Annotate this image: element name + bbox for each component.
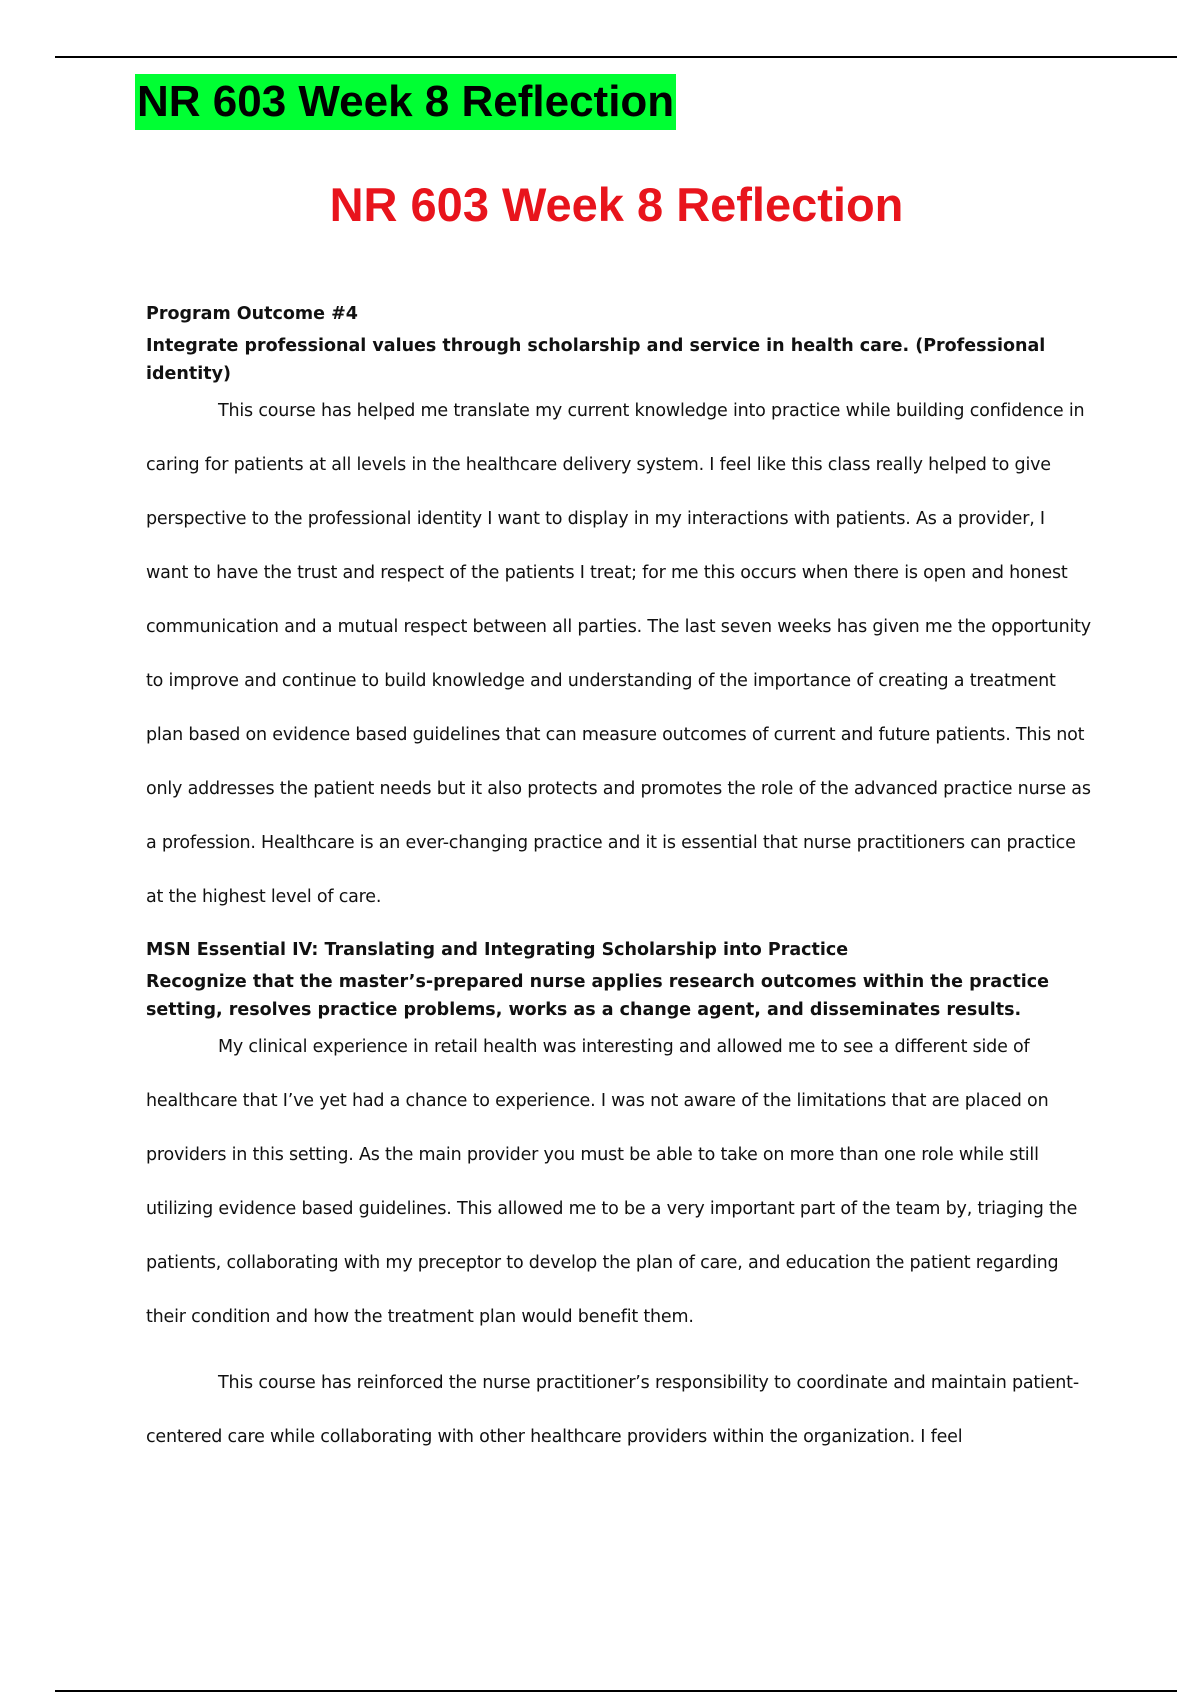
document-body — [146, 300, 1091, 1464]
section-heading: Program Outcome #4 — [146, 304, 358, 324]
section-heading: MSN Essential IV: Translating and Integrating Scholarship into Practice — [146, 940, 849, 960]
section-subheading: Recognize that the master’s-prepared nurse applies research outcomes within the practice setting, resolves practice problems, works as a change agent, and disseminates results. — [146, 972, 1050, 1020]
body-paragraph: This course has helped me translate my current knowledge into practice while building confidence in caring for patients at all levels in the healthcare delivery system. I feel like this class really helped to give perspective to the professional identity I want to display in my interactions with patients. As a provider, I want to have the trust and respect of the patients I treat; for me this occurs when there is open and honest communication and a mutual respect between all parties. The last seven weeks has given me the opportunity to improve and continue to build knowledge and understanding of the importance of creating a treatment plan based on evidence based guidelines that can measure outcomes of current and future patients. This not only addresses the patient needs but it also protects and promotes the role of the advanced practice nurse as a profession. Healthcare is an ever-changing practice and it is essential that nurse practitioners can practice at the highest level of care. — [146, 401, 1091, 907]
section-subheading: Integrate professional values through scholarship and service in health care. (Professional identity) — [146, 336, 1046, 384]
body-paragraph: This course has reinforced the nurse practitioner’s responsibility to coordinate and maintain patient-centered care while collaborating with other healthcare providers within the organization. I feel — [146, 1373, 1079, 1447]
document-title: NR 603 Week 8 Reflection — [329, 178, 904, 231]
body-paragraph: My clinical experience in retail health was interesting and allowed me to see a different side of healthcare that I’ve yet had a chance to experience. I was not aware of the limitations that are placed on providers in this setting. As the main provider you must be able to take on more than one role while still utilizing evidence based guidelines. This allowed me to be a very important part of the team by, triaging the patients, collaborating with my preceptor to develop the plan of care, and education the patient regarding their condition and how the treatment plan would benefit them. — [146, 1037, 1078, 1327]
bottom-rule — [55, 1690, 1177, 1692]
highlighted-banner-title: NR 603 Week 8 Reflection — [135, 74, 676, 130]
top-rule — [55, 56, 1177, 58]
